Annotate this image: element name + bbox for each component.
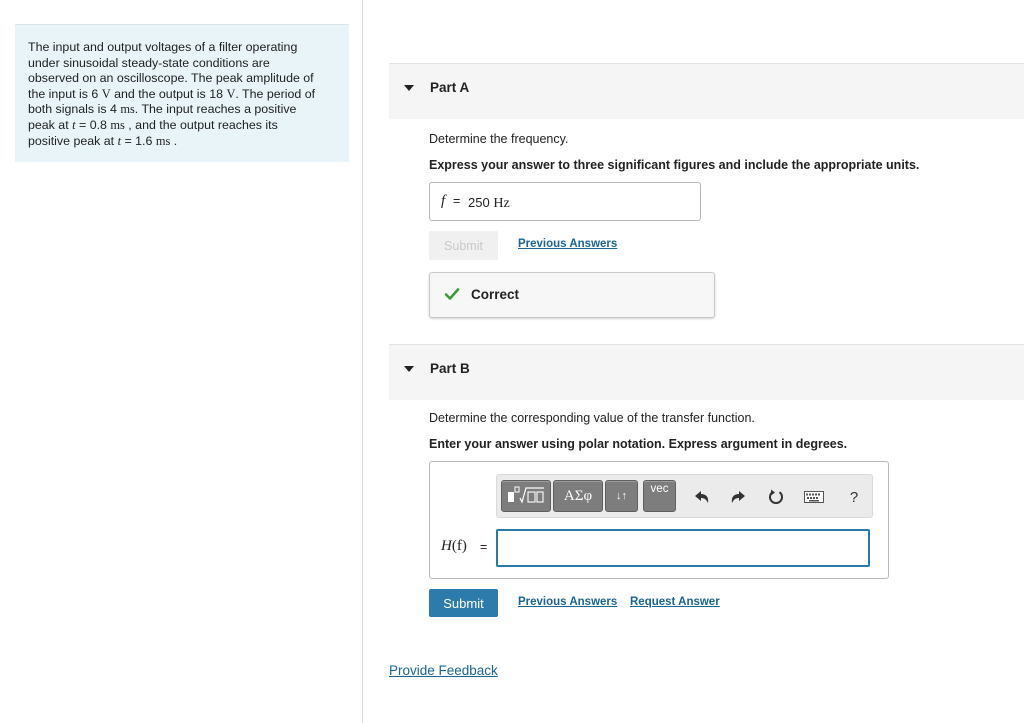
problem-line-4 xyxy=(28,87,336,103)
answer-unit: Hz xyxy=(493,196,510,211)
sort-arrows-button[interactable]: ↓↑ xyxy=(605,480,638,512)
unit-ms: ms xyxy=(120,102,135,117)
vertical-divider xyxy=(362,0,363,723)
part-a-previous-answers-link[interactable]: Previous Answers xyxy=(518,238,618,250)
part-a-bold-instruction: Express your answer to three significant figures and include the appropriate units. xyxy=(429,158,920,172)
problem-text: and the output is 18 xyxy=(114,86,223,101)
request-answer-link[interactable]: Request Answer xyxy=(630,596,720,608)
part-b-submit-button[interactable]: Submit xyxy=(429,589,498,617)
problem-text: the input is 6 xyxy=(28,86,99,101)
part-a-title: Part A xyxy=(430,80,470,95)
part-b-bold-instruction: Enter your answer using polar notation. Express argument in degrees. xyxy=(429,437,848,451)
caret-down-icon[interactable] xyxy=(404,366,414,372)
problem-text: peak at xyxy=(28,117,69,132)
provide-feedback-link[interactable]: Provide Feedback xyxy=(389,663,498,678)
checkmark-icon xyxy=(444,286,460,302)
part-a-header[interactable] xyxy=(389,63,1024,119)
problem-text: = 0.8 xyxy=(79,117,107,132)
part-b-title: Part B xyxy=(430,361,470,376)
problem-line-6 xyxy=(28,118,336,134)
keyboard-icon[interactable] xyxy=(803,486,825,508)
part-a-instruction: Determine the frequency. xyxy=(429,132,569,146)
unit-volts: V xyxy=(101,86,111,101)
help-icon[interactable]: ? xyxy=(849,488,859,506)
templates-icon xyxy=(506,485,546,507)
equals-sign: = xyxy=(480,540,488,554)
vector-button[interactable]: vec xyxy=(643,480,676,512)
part-b-previous-answers-link[interactable]: Previous Answers xyxy=(518,596,618,608)
problem-text: . xyxy=(173,133,178,148)
reset-icon[interactable] xyxy=(765,486,787,508)
caret-down-icon[interactable] xyxy=(404,85,414,91)
problem-text: = 1.6 xyxy=(124,133,153,148)
problem-text: , and the output reaches its xyxy=(128,117,278,132)
part-b-instruction: Determine the corresponding value of the transfer function. xyxy=(429,411,755,425)
correct-feedback-box xyxy=(429,272,715,318)
problem-line-2: under sinusoidal steady-state conditions are xyxy=(28,55,270,70)
problem-text: both signals is 4 xyxy=(28,102,117,117)
input-lhs-arg: (f) xyxy=(451,538,467,554)
variable-t: t xyxy=(117,133,122,148)
transfer-function-input[interactable] xyxy=(496,529,870,567)
math-editor xyxy=(429,461,889,579)
answer-lhs: f xyxy=(441,193,446,209)
greek-symbols-button[interactable]: ΑΣφ xyxy=(553,480,603,512)
templates-button[interactable] xyxy=(501,480,551,512)
problem-line-7 xyxy=(28,134,336,150)
problem-text: . The input reaches a positive xyxy=(134,102,297,117)
equals-sign: = xyxy=(453,194,461,208)
correct-label: Correct xyxy=(471,287,520,302)
input-lhs-symbol: H xyxy=(441,538,452,554)
problem-line-5 xyxy=(28,102,336,118)
answer-number: 250 xyxy=(468,195,490,210)
part-b-header[interactable] xyxy=(389,344,1024,400)
math-toolbar xyxy=(496,474,873,518)
answer-value xyxy=(468,195,510,212)
problem-text: . The period of xyxy=(235,86,316,101)
part-a-answer-field xyxy=(429,182,701,221)
unit-volts: V xyxy=(226,86,236,101)
undo-icon[interactable] xyxy=(691,486,713,508)
problem-line-3: observed on an oscilloscope. The peak amplitude of xyxy=(28,71,314,86)
variable-t: t xyxy=(72,117,76,132)
redo-icon[interactable] xyxy=(727,486,749,508)
unit-ms: ms xyxy=(110,117,125,132)
input-lhs xyxy=(441,538,467,555)
unit-ms: ms xyxy=(155,133,171,148)
problem-text: positive peak at xyxy=(28,133,115,148)
problem-statement xyxy=(15,24,349,162)
part-a-submit-button[interactable]: Submit xyxy=(429,231,498,260)
problem-line-1: The input and output voltages of a filter operating xyxy=(28,40,298,54)
